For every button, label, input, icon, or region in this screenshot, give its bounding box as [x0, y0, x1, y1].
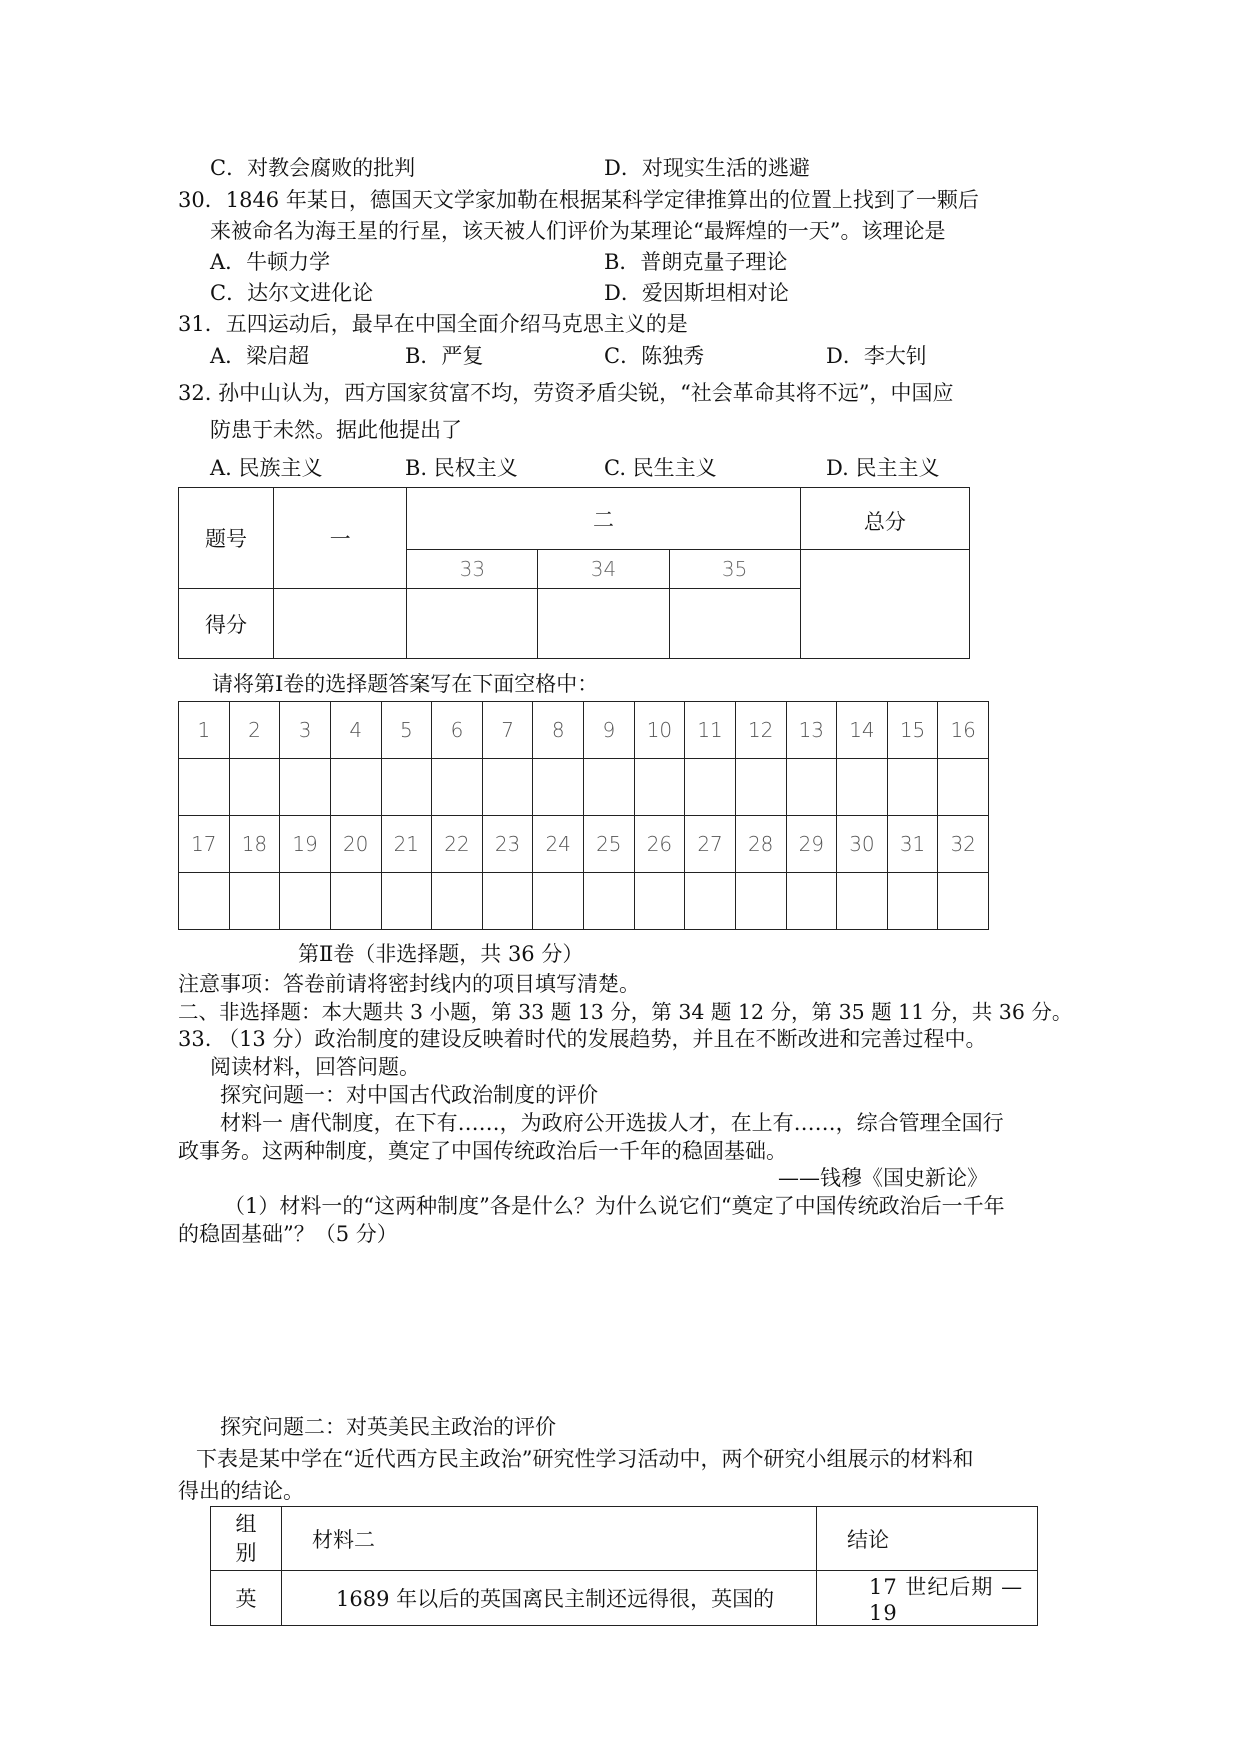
q30-stem-line1: 30．1846 年某日，德国天文学家加勒在根据某科学定律推算出的位置上找到了一颗后: [178, 188, 979, 212]
part2-notice: 注意事项：答卷前请将密封线内的项目填写清楚。: [178, 972, 640, 996]
answer-blank-cell[interactable]: [735, 873, 786, 930]
q29-option-c: C．对教会腐败的批判: [210, 156, 416, 180]
answer-number-cell: 26: [634, 816, 685, 873]
answer-blank-cell[interactable]: [634, 873, 685, 930]
answer-number-cell: 11: [685, 702, 736, 759]
answer-note: 请将第Ⅰ卷的选择题答案写在下面空格中：: [212, 672, 599, 696]
part2-section: 二、非选择题：本大题共 3 小题，第 33 题 13 分，第 34 题 12 分，第 35 题 11 分，共 36 分。: [178, 1000, 1073, 1024]
answer-number-cell: 3: [280, 702, 331, 759]
group-header-material: 材料二: [282, 1507, 817, 1571]
answer-number-cell: 18: [229, 816, 280, 873]
q30-option-b: B．普朗克量子理论: [604, 250, 788, 274]
answer-number-cell: 20: [330, 816, 381, 873]
intro-line2: 得出的结论。: [178, 1479, 304, 1503]
answer-blank-cell[interactable]: [938, 873, 989, 930]
answer-blank-cell[interactable]: [938, 759, 989, 816]
answer-number-cell: 28: [735, 816, 786, 873]
group-row1-group: 英: [211, 1571, 282, 1626]
q32-option-d: D. 民主主义: [826, 456, 940, 480]
answer-number-cell: 7: [482, 702, 533, 759]
answer-grid: [178, 701, 989, 930]
answer-blank-cell[interactable]: [685, 873, 736, 930]
q33-read: 阅读材料，回答问题。: [210, 1055, 420, 1079]
score-sub-35: 35: [669, 550, 800, 589]
q29-option-d: D．对现实生活的逃避: [604, 156, 810, 180]
q33-stem: 33. （13 分）政治制度的建设反映着时代的发展趋势，并且在不断改进和完善过程中。: [178, 1027, 987, 1051]
answer-blank-cell[interactable]: [685, 759, 736, 816]
answer-number-cell: 1: [179, 702, 230, 759]
group-header-conclusion: 结论: [817, 1507, 1038, 1571]
material1-source: ——钱穆《国史新论》: [778, 1166, 988, 1190]
score-cell-34[interactable]: [538, 589, 669, 659]
answer-blank-cell[interactable]: [887, 873, 938, 930]
answer-number-cell: 24: [533, 816, 584, 873]
answer-number-cell: 12: [735, 702, 786, 759]
material1-line1: 材料一 唐代制度，在下有……，为政府公开选拔人才，在上有……，综合管理全国行: [220, 1111, 1004, 1135]
answer-blank-cell[interactable]: [432, 873, 483, 930]
material1-line2: 政事务。这两种制度，奠定了中国传统政治后一千年的稳固基础。: [178, 1139, 787, 1163]
score-sub-33: 33: [407, 550, 538, 589]
answer-number-cell: 19: [280, 816, 331, 873]
q31-option-c: C．陈独秀: [604, 344, 705, 368]
answer-blank-cell[interactable]: [533, 873, 584, 930]
score-header-score: 得分: [179, 589, 274, 659]
answer-blank-cell[interactable]: [584, 759, 635, 816]
score-header-total: 总分: [800, 488, 969, 550]
answer-number-cell: 8: [533, 702, 584, 759]
answer-blank-cell[interactable]: [229, 873, 280, 930]
q32-option-b: B. 民权主义: [405, 456, 518, 480]
score-cell-part1[interactable]: [274, 589, 407, 659]
answer-blank-cell[interactable]: [280, 873, 331, 930]
answer-number-cell: 13: [786, 702, 837, 759]
score-cell-33[interactable]: [407, 589, 538, 659]
answer-number-cell: 21: [381, 816, 432, 873]
answer-blank-cell[interactable]: [584, 873, 635, 930]
group-row1-material: 1689 年以后的英国离民主制还远得很，英国的: [282, 1571, 817, 1626]
answer-number-cell: 32: [938, 816, 989, 873]
q31-option-b: B．严复: [405, 344, 484, 368]
answer-number-cell: 4: [330, 702, 381, 759]
answer-blank-cell[interactable]: [786, 759, 837, 816]
answer-number-cell: 10: [634, 702, 685, 759]
score-table: [178, 487, 970, 659]
answer-blank-cell[interactable]: [179, 759, 230, 816]
score-header-part2: 二: [407, 488, 800, 550]
answer-number-cell: 27: [685, 816, 736, 873]
intro-line1: 下表是某中学在“近代西方民主政治”研究性学习活动中，两个研究小组展示的材料和: [196, 1447, 974, 1471]
group-header-group: [211, 1507, 282, 1571]
answer-blank-cell[interactable]: [381, 873, 432, 930]
answer-number-cell: 5: [381, 702, 432, 759]
q32-option-c: C. 民生主义: [604, 456, 717, 480]
answer-number-cell: 6: [432, 702, 483, 759]
score-header-question: 题号: [179, 488, 274, 589]
answer-blank-cell[interactable]: [482, 873, 533, 930]
q30-option-d: D．爱因斯坦相对论: [604, 281, 789, 305]
q30-stem-line2: 来被命名为海王星的行星，该天被人们评价为某理论“最辉煌的一天”。该理论是: [210, 219, 946, 243]
answer-blank-cell[interactable]: [735, 759, 786, 816]
score-total-cell[interactable]: [800, 550, 969, 659]
answer-blank-cell[interactable]: [837, 873, 888, 930]
q30-option-a: A．牛顿力学: [210, 250, 331, 274]
answer-blank-cell[interactable]: [330, 759, 381, 816]
answer-number-cell: 30: [837, 816, 888, 873]
part2-title: 第Ⅱ卷（非选择题，共 36 分）: [298, 942, 584, 966]
answer-blank-cell[interactable]: [482, 759, 533, 816]
q32-stem-line1: 32. 孙中山认为，西方国家贫富不均，劳资矛盾尖锐，“社会革命其将不远”，中国应: [178, 381, 954, 405]
answer-blank-cell[interactable]: [887, 759, 938, 816]
sub-question-1-line2: 的稳固基础”？（5 分）: [178, 1222, 398, 1246]
explore-question-2: 探究问题二：对英美民主政治的评价: [220, 1415, 556, 1439]
answer-blank-cell[interactable]: [229, 759, 280, 816]
answer-number-cell: 17: [179, 816, 230, 873]
score-header-part1: 一: [274, 488, 407, 589]
q32-stem-line2: 防患于未然。据此他提出了: [210, 418, 462, 442]
answer-blank-cell[interactable]: [432, 759, 483, 816]
answer-blank-cell[interactable]: [837, 759, 888, 816]
answer-blank-cell[interactable]: [786, 873, 837, 930]
q31-option-d: D．李大钊: [826, 344, 927, 368]
answer-number-cell: 9: [584, 702, 635, 759]
answer-number-cell: 16: [938, 702, 989, 759]
answer-blank-cell[interactable]: [634, 759, 685, 816]
answer-number-cell: 15: [887, 702, 938, 759]
answer-blank-cell[interactable]: [330, 873, 381, 930]
answer-number-cell: 14: [837, 702, 888, 759]
group-header-char-2: 别: [235, 1540, 257, 1565]
score-sub-34: 34: [538, 550, 669, 589]
score-cell-35[interactable]: [669, 589, 800, 659]
group-header-char-1: 组: [235, 1512, 257, 1537]
answer-blank-cell[interactable]: [280, 759, 331, 816]
q32-option-a: A. 民族主义: [210, 456, 323, 480]
group-table: [210, 1506, 1038, 1626]
answer-blank-cell[interactable]: [533, 759, 584, 816]
explore-question-1: 探究问题一：对中国古代政治制度的评价: [220, 1083, 598, 1107]
answer-blank-cell[interactable]: [179, 873, 230, 930]
q30-option-c: C．达尔文进化论: [210, 281, 374, 305]
group-row1-conclusion: 17 世纪后期 —19: [817, 1571, 1038, 1626]
answer-number-cell: 22: [432, 816, 483, 873]
sub-question-1-line1: （1）材料一的“这两种制度”各是什么？为什么说它们“奠定了中国传统政治后一千年: [224, 1194, 1005, 1218]
answer-number-cell: 29: [786, 816, 837, 873]
answer-blank-cell[interactable]: [381, 759, 432, 816]
answer-number-cell: 23: [482, 816, 533, 873]
answer-number-cell: 2: [229, 702, 280, 759]
answer-number-cell: 25: [584, 816, 635, 873]
q31-option-a: A．梁启超: [210, 344, 310, 368]
answer-number-cell: 31: [887, 816, 938, 873]
q31-stem: 31．五四运动后，最早在中国全面介绍马克思主义的是: [178, 312, 688, 336]
